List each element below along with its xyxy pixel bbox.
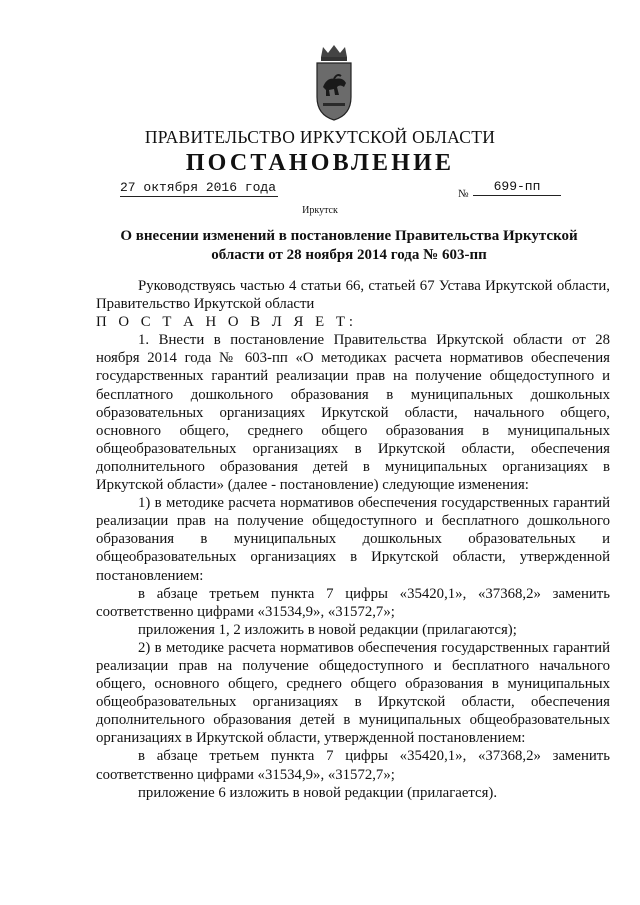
paragraph-resolves: П О С Т А Н О В Л Я Е Т:	[96, 314, 357, 331]
paragraph-subitem-2-appendix: приложение 6 изложить в новой редакции (прилагается).	[138, 784, 498, 801]
paragraph-subitem-2: 2) в методике расчета нормативов обеспечения государственных гарантий реализации прав на получение общедоступного и бесплатного начального общего, основного общего, среднего общего образования в муниципальных общеобразовательных организациях в Иркутской области, обеспечения дополнительного образования детей в муниципальных общеобразовательных организациях в Иркутской области, утвержденной постановлением:	[96, 639, 610, 747]
document-date: 27 октября 2016 года	[120, 180, 277, 195]
paragraph-subitem-1-change: в абзаце третьем пункта 7 цифры «35420,1», «37368,2» заменить соответственно цифрами «31534,9», «31572,7»;	[96, 585, 610, 620]
document-number: 699-пп	[473, 179, 561, 196]
document-type-title: ПОСТАНОВЛЕНИЕ	[185, 150, 455, 176]
document-city: Иркутск	[302, 205, 338, 216]
coat-of-arms-icon	[313, 43, 355, 121]
paragraph-subitem-1-appendix: приложения 1, 2 изложить в новой редакции (прилагаются);	[138, 621, 517, 638]
paragraph-preamble: Руководствуясь частью 4 статьи 66, статьей 67 Устава Иркутской области, Правительство Иркутской области	[96, 278, 610, 313]
paragraph-item-1: 1. Внести в постановление Правительства Иркутской области от 28 ноября 2014 года № 603-пп «О методиках расчета нормативов обеспечения государственных гарантий реализации прав на получение общедоступного и бесплатного дошкольного образования в муниципальных дошкольных образовательных организациях Иркутской области, начального общего, основного общего, среднего общего образования в муниципальных общеобразовательных организациях в Иркутской области, обеспечения дополнительного образования детей в муниципальных организациях в Иркутской области» (далее - постановление) следующие изменения:	[96, 332, 610, 494]
number-sign: №	[458, 188, 469, 200]
government-title: ПРАВИТЕЛЬСТВО ИРКУТСКОЙ ОБЛАСТИ	[144, 127, 496, 147]
document-subject: О внесении изменений в постановление Правительства Иркутской области от 28 ноября 2014 года № 603-пп	[120, 228, 578, 263]
paragraph-subitem-1: 1) в методике расчета нормативов обеспечения государственных гарантий реализации прав на получение общедоступного и бесплатного дошкольного образования в муниципальных дошкольных образовательных и общеобразовательных организациях в Иркутской области, утвержденной постановлением:	[96, 495, 610, 584]
paragraph-subitem-2-change: в абзаце третьем пункта 7 цифры «35420,1», «37368,2» заменить соответственно цифрами «31534,9», «31572,7»;	[96, 748, 610, 783]
document-body	[96, 277, 610, 802]
